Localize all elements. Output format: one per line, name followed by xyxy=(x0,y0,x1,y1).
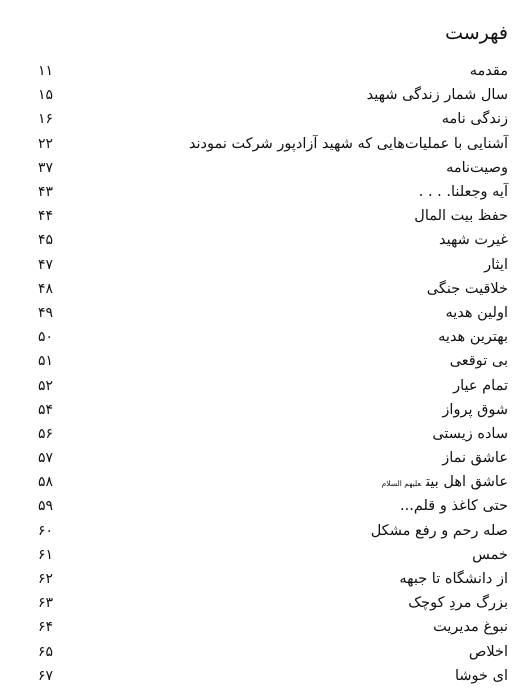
toc-heading: فهرست xyxy=(445,22,508,44)
toc-entry-title xyxy=(419,180,508,204)
toc-entry xyxy=(38,373,508,397)
toc-entry-title-text: وصیت‌نامه xyxy=(446,159,508,176)
toc-entry-page-number: ۱۶ xyxy=(38,111,54,128)
toc-entry-title xyxy=(399,567,508,591)
toc-entry xyxy=(38,59,508,83)
toc-entry-title-text: آشنایی با عملیات‌هایی که شهید آزادپور شرکت نمودند xyxy=(188,135,508,152)
toc-entry-page-number: ۵۰ xyxy=(38,329,54,346)
toc-entry-page-number: ۴۵ xyxy=(38,232,54,249)
toc-entry-title xyxy=(470,59,508,83)
toc-entry-title-text: آیه وجعلنا. . . . xyxy=(418,184,508,201)
toc-entry-title-text: ای خوشا xyxy=(454,667,508,684)
toc-entry xyxy=(38,543,508,567)
toc-entry-title-text: حتی کاغذ و قلم... xyxy=(400,498,508,515)
toc-entry-title xyxy=(382,470,508,494)
toc-entry xyxy=(38,349,508,373)
toc-entry xyxy=(38,422,508,446)
table-of-contents xyxy=(38,59,508,688)
toc-entry-title xyxy=(367,83,508,107)
toc-entry-title xyxy=(433,615,508,639)
toc-entry-title-text: از دانشگاه تا جبهه xyxy=(399,571,508,588)
toc-entry-page-number: ۵۸ xyxy=(38,474,54,491)
toc-entry-title xyxy=(453,374,508,398)
toc-entry xyxy=(38,664,508,688)
toc-entry-page-number: ۳۷ xyxy=(38,159,54,176)
toc-entry-page-number: ۵۹ xyxy=(38,498,54,515)
toc-entry-title xyxy=(439,228,508,252)
toc-entry-title-text: بهترین هدیه xyxy=(438,329,508,346)
toc-entry xyxy=(38,398,508,422)
toc-entry-title xyxy=(455,664,508,688)
toc-entry-title-text: ایثار xyxy=(484,256,508,273)
toc-entry xyxy=(38,156,508,180)
toc-entry-title xyxy=(414,204,508,228)
toc-entry xyxy=(38,446,508,470)
toc-entry xyxy=(38,519,508,543)
toc-entry-page-number: ۶۱ xyxy=(38,546,54,563)
toc-entry-title xyxy=(432,422,508,446)
toc-entry xyxy=(38,325,508,349)
toc-entry-title xyxy=(450,349,508,373)
toc-entry-page-number: ۱۱ xyxy=(38,63,54,80)
toc-entry xyxy=(38,470,508,494)
toc-entry-page-number: ۴۹ xyxy=(38,304,54,321)
toc-entry-page-number: ۴۴ xyxy=(38,208,54,225)
toc-entry xyxy=(38,107,508,131)
toc-entry-title-text: اولین هدیه xyxy=(445,304,508,321)
toc-entry xyxy=(38,494,508,518)
toc-entry-title xyxy=(472,543,508,567)
toc-entry-page-number: ۶۲ xyxy=(38,571,54,588)
toc-entry-title-text: بزرگ مردِ کوچک xyxy=(408,595,508,612)
toc-entry xyxy=(38,301,508,325)
toc-entry-title xyxy=(427,277,508,301)
toc-entry-title xyxy=(438,325,508,349)
toc-entry-title-text: خمس xyxy=(472,546,508,563)
toc-entry-title xyxy=(484,253,508,277)
toc-entry-page-number: ۶۷ xyxy=(38,667,54,684)
toc-entry-page-number: ۴۷ xyxy=(38,256,54,273)
toc-entry-title-text: سال شمار زندگی شهید xyxy=(366,87,508,104)
toc-entry-title-text: عاشق اهل بیت xyxy=(426,474,508,491)
toc-entry xyxy=(38,591,508,615)
toc-entry xyxy=(38,204,508,228)
toc-entry xyxy=(38,277,508,301)
toc-entry xyxy=(38,83,508,107)
toc-entry xyxy=(38,132,508,156)
toc-entry-title-text: عاشق نماز xyxy=(442,450,508,467)
toc-entry-title xyxy=(371,519,508,543)
toc-entry-title-text: ساده زیستی xyxy=(432,425,508,442)
toc-entry-page-number: ۶۰ xyxy=(38,522,54,539)
toc-entry-title xyxy=(408,591,508,615)
toc-entry xyxy=(38,228,508,252)
toc-entry-page-number: ۶۳ xyxy=(38,595,54,612)
toc-entry-page-number: ۴۸ xyxy=(38,280,54,297)
toc-entry-title-text: بی توقعی xyxy=(449,353,508,370)
toc-entry-title xyxy=(442,446,508,470)
toc-entry-title-text: مقدمه xyxy=(469,63,508,80)
toc-entry xyxy=(38,567,508,591)
toc-entry-page-number: ۵۱ xyxy=(38,353,54,370)
toc-entry xyxy=(38,615,508,639)
toc-entry-title-text: زندگی نامه xyxy=(441,111,508,128)
toc-entry-title xyxy=(446,156,508,180)
toc-entry-page-number: ۵۲ xyxy=(38,377,54,394)
toc-entry-title-text: اخلاص xyxy=(468,643,508,660)
toc-entry-title xyxy=(189,132,508,156)
toc-entry-page-number: ۶۵ xyxy=(38,643,54,660)
toc-entry-page-number: ۵۴ xyxy=(38,401,54,418)
toc-entry-page-number: ۲۲ xyxy=(38,135,54,152)
toc-entry-title-text: خلاقیت جنگی xyxy=(426,280,508,297)
toc-entry-title-text: تمام عیار xyxy=(453,377,508,394)
toc-entry-title-text: غیرت شهید xyxy=(438,232,508,249)
toc-entry-page-number: ۵۷ xyxy=(38,450,54,467)
toc-entry-page-number: ۴۳ xyxy=(38,184,54,201)
toc-entry-title-text: صله رحم و رفع مشکل xyxy=(370,522,508,539)
toc-entry-title-text: نبوغ مدیریت xyxy=(433,619,508,636)
toc-entry-title xyxy=(445,301,508,325)
toc-entry-title xyxy=(442,107,508,131)
toc-entry-honorific: علیهم السلام xyxy=(381,479,422,489)
toc-entry xyxy=(38,640,508,664)
toc-entry xyxy=(38,253,508,277)
toc-entry-page-number: ۱۵ xyxy=(38,87,54,104)
toc-entry xyxy=(38,180,508,204)
toc-entry-page-number: ۶۴ xyxy=(38,619,54,636)
toc-entry-title xyxy=(469,640,508,664)
toc-entry-title xyxy=(442,398,508,422)
toc-entry-page-number: ۵۶ xyxy=(38,425,54,442)
toc-entry-title-text: حفظ بیت المال xyxy=(414,208,508,225)
toc-entry-title xyxy=(400,494,508,518)
toc-entry-title-text: شوق پرواز xyxy=(442,401,508,418)
